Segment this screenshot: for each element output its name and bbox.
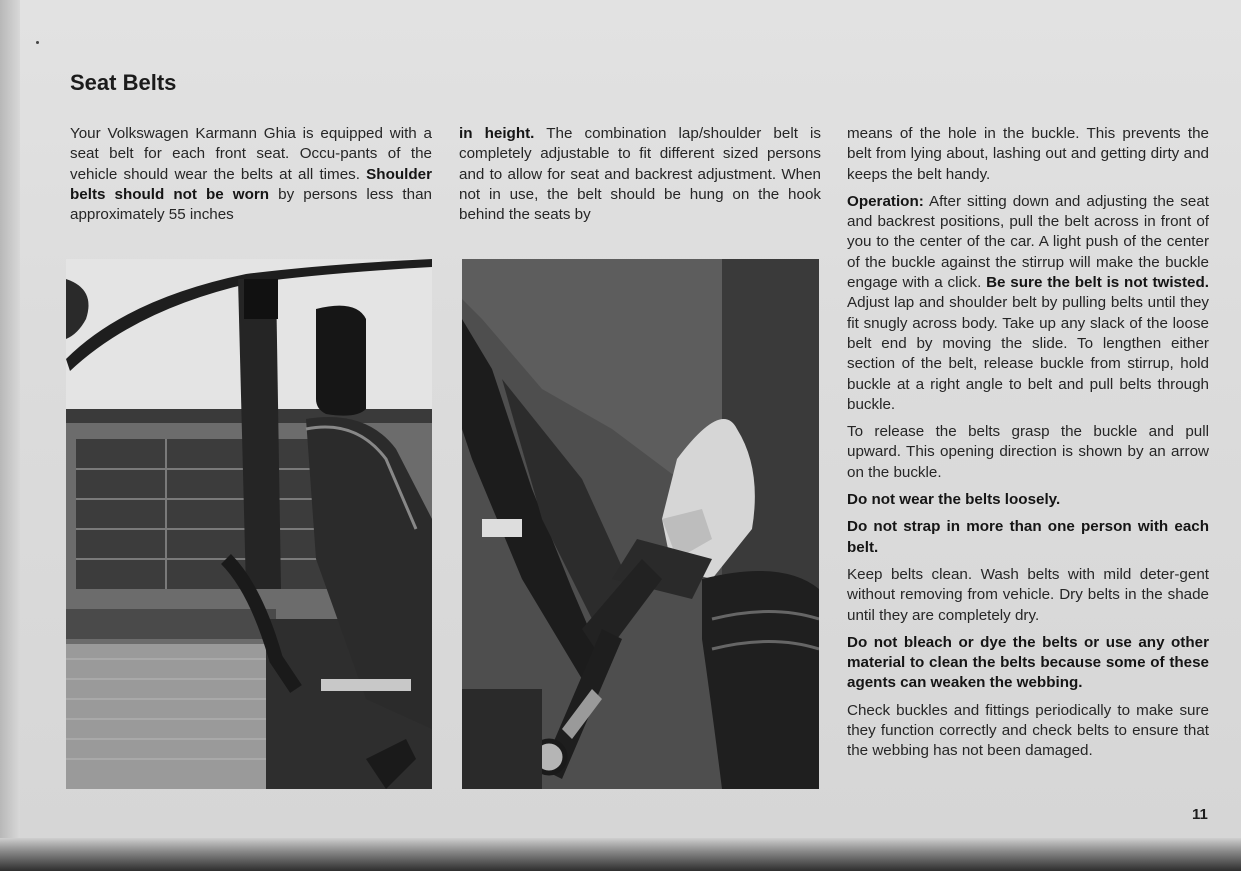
cleaning-paragraph: Keep belts clean. Wash belts with mild deter-gent without removing from vehicle. Dry belts in the shade until they are completely dry. xyxy=(847,565,1209,624)
page-bottom-edge xyxy=(0,838,1241,871)
hook-paragraph: means of the hole in the buckle. This prevents the belt from lying about, lashing out and getting dirty and keeps the belt handy. xyxy=(847,125,1209,183)
operation-paragraph: Operation: After sitting down and adjusting the seat and backrest positions, pull the belt across in front of you to the center of the car. A light push of the center of the buckle against the stirrup will make the buckle engage with a click. Be sure the belt is not twisted. Adjust lap and shoulder belt by pulling belts until they fit snugly across body. Take up any slack of the loose belt end by moving the slide. To lengthen either section of the belt, release buckle from stirrup, hold buckle at a right angle to belt and pull belts through buckle. xyxy=(847,192,1209,413)
seat-belt-photo xyxy=(66,259,432,789)
page-number: 11 xyxy=(1192,806,1208,823)
text-column-2 xyxy=(459,124,821,232)
warning-bleach: Do not bleach or dye the belts or use any other material to clean the belts because some of these agents can weaken the webbing. xyxy=(847,633,1209,692)
warning-loosely: Do not wear the belts loosely. xyxy=(847,491,1061,509)
text-column-3 xyxy=(847,124,1209,769)
inspection-paragraph: Check buckles and fittings periodically to make sure they function correctly and check belts to ensure that the webbing has not been damaged. xyxy=(847,701,1209,760)
paper-speck xyxy=(36,41,39,44)
text-column-1 xyxy=(70,124,432,232)
twist-warning: Be sure the belt is not twisted. xyxy=(986,274,1209,292)
buckle-photo xyxy=(462,259,819,789)
release-paragraph: To release the belts grasp the buckle and pull upward. This opening direction is shown by an arrow on the buckle. xyxy=(847,423,1209,481)
page-heading: Seat Belts xyxy=(70,70,177,95)
operation-label: Operation: xyxy=(847,192,924,210)
warning-one-person: Do not strap in more than one person with each belt. xyxy=(847,518,1209,556)
page-spine-shadow xyxy=(0,0,20,850)
adjustment-paragraph: in height. The combination lap/shoulder belt is completely adjustable to fit different sized persons and to allow for seat and backrest adjustment. When not in use, the belt should be hung on the hook behind the seats by xyxy=(459,125,821,224)
intro-paragraph: Your Volkswagen Karmann Ghia is equipped with a seat belt for each front seat. Occu-pants of the vehicle should wear the belts at all times. Shoulder belts should not be worn by persons less than approximately 55 inches xyxy=(70,125,432,224)
shoulder-belt-warning: Shoulder belts should not be worn xyxy=(70,165,432,203)
